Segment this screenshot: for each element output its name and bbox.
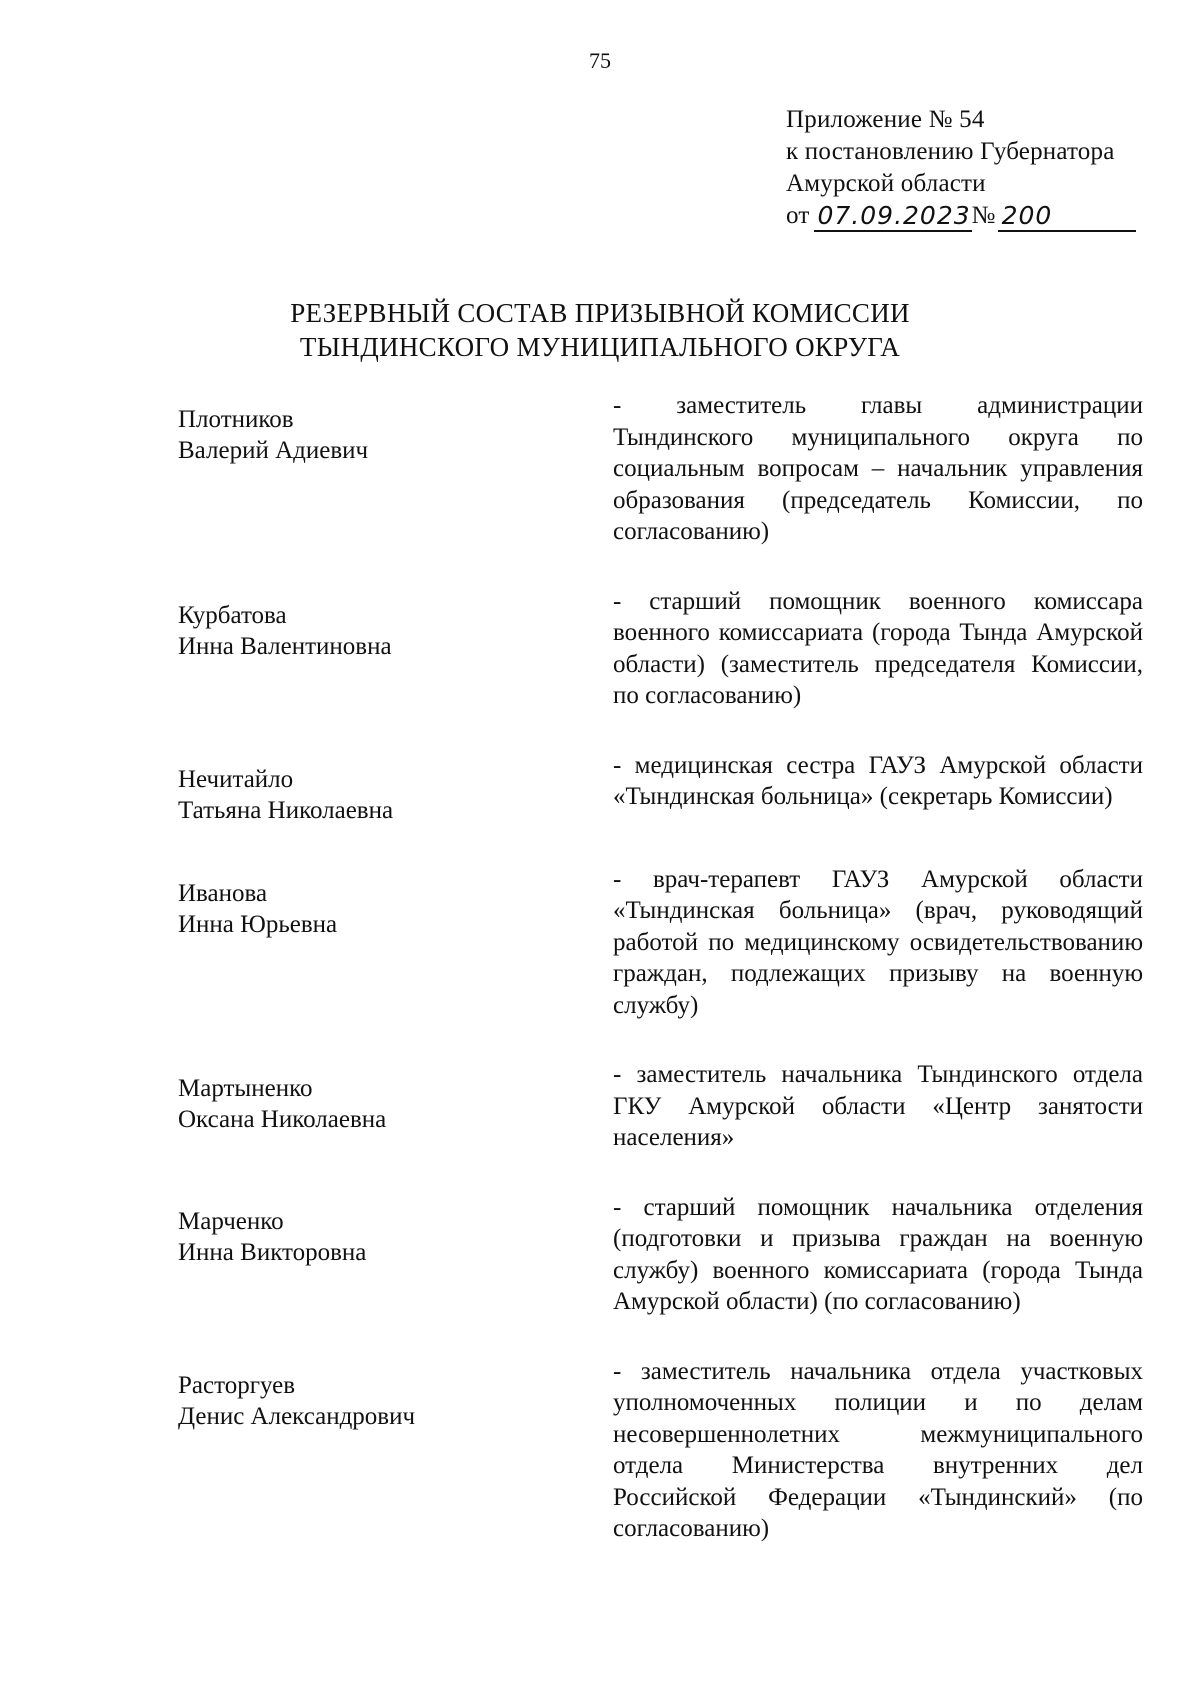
member-row bbox=[178, 864, 1148, 1022]
member-roster bbox=[178, 390, 1148, 1583]
member-given-name: Валерий Адиевич bbox=[178, 437, 369, 464]
appendix-line-1: Приложение № 54 bbox=[786, 106, 985, 133]
member-role: - заместитель начальника Тындинского отдела ГКУ Амурской области «Центр занятости населения» bbox=[613, 1061, 1143, 1151]
date-prefix: от bbox=[786, 202, 810, 229]
member-given-name: Инна Валентиновна bbox=[178, 632, 392, 660]
member-row bbox=[178, 750, 1148, 826]
member-row bbox=[178, 1059, 1148, 1154]
member-given-name: Татьяна Николаевна bbox=[178, 796, 394, 824]
member-role: - заместитель начальника отдела участковых уполномоченных полиции и по делам несовершеннолетних межмуниципального отдела Министерства внутренних дел Российской Федерации «Тындинский» (по согласованию) bbox=[613, 1357, 1143, 1542]
member-name bbox=[178, 1356, 613, 1545]
member-given-name: Инна Юрьевна bbox=[178, 910, 338, 938]
page-number: 75 bbox=[589, 48, 611, 73]
member-name bbox=[178, 864, 613, 1022]
member-surname: Курбатова bbox=[178, 601, 287, 629]
member-given-name: Оксана Николаевна bbox=[178, 1106, 387, 1133]
member-row bbox=[178, 1356, 1148, 1545]
member-surname: Мартыненко bbox=[178, 1075, 313, 1102]
handwritten-number: 200 bbox=[998, 202, 1136, 232]
member-name bbox=[178, 750, 613, 826]
title-line-2: ТЫНДИНСКОГО МУНИЦИПАЛЬНОГО ОКРУГА bbox=[299, 332, 901, 362]
appendix-line-2: к постановлению Губернатора bbox=[786, 138, 1115, 165]
appendix-block bbox=[786, 104, 1136, 232]
member-surname: Расторгуев bbox=[178, 1371, 296, 1399]
member-name bbox=[178, 390, 613, 548]
appendix-line-3: Амурской области bbox=[786, 170, 986, 197]
member-given-name: Денис Александрович bbox=[178, 1402, 416, 1430]
member-row bbox=[178, 1192, 1148, 1318]
member-role: - медицинская сестра ГАУЗ Амурской области «Тындинская больница» (секретарь Комиссии) bbox=[613, 751, 1143, 810]
member-row bbox=[178, 390, 1148, 548]
title-line-1: РЕЗЕРВНЫЙ СОСТАВ ПРИЗЫВНОЙ КОМИССИИ bbox=[290, 298, 910, 328]
number-sign: № bbox=[971, 202, 996, 229]
handwritten-date: 07.09.2023 bbox=[814, 202, 972, 232]
member-name bbox=[178, 1059, 613, 1154]
member-role: - врач-терапевт ГАУЗ Амурской области «Тындинская больница» (врач, руководящий работой по медицинскому освидетельствованию граждан, подлежащих призыву на военную службу) bbox=[613, 865, 1143, 1019]
document-title bbox=[0, 296, 1200, 364]
member-surname: Марченко bbox=[178, 1207, 284, 1235]
member-role: - старший помощник начальника отделения (подготовки и призыва граждан на военную службу) военного комиссариата (города Тында Амурской области) (по согласованию) bbox=[613, 1193, 1143, 1315]
member-name bbox=[178, 1192, 613, 1318]
member-row bbox=[178, 586, 1148, 712]
member-surname: Иванова bbox=[178, 879, 268, 907]
member-surname: Плотников bbox=[178, 406, 294, 433]
member-role: - старший помощник военного комиссара военного комиссариата (города Тында Амурской области) (заместитель председателя Комиссии, по согласованию) bbox=[613, 587, 1143, 709]
member-name bbox=[178, 586, 613, 712]
member-given-name: Инна Викторовна bbox=[178, 1238, 367, 1266]
member-surname: Нечитайло bbox=[178, 765, 294, 793]
member-role: - заместитель главы администрации Тындинского муниципального округа по социальным вопросам – начальник управления образования (председатель Комиссии, по согласованию) bbox=[613, 392, 1143, 545]
appendix-date-line bbox=[786, 200, 1136, 232]
